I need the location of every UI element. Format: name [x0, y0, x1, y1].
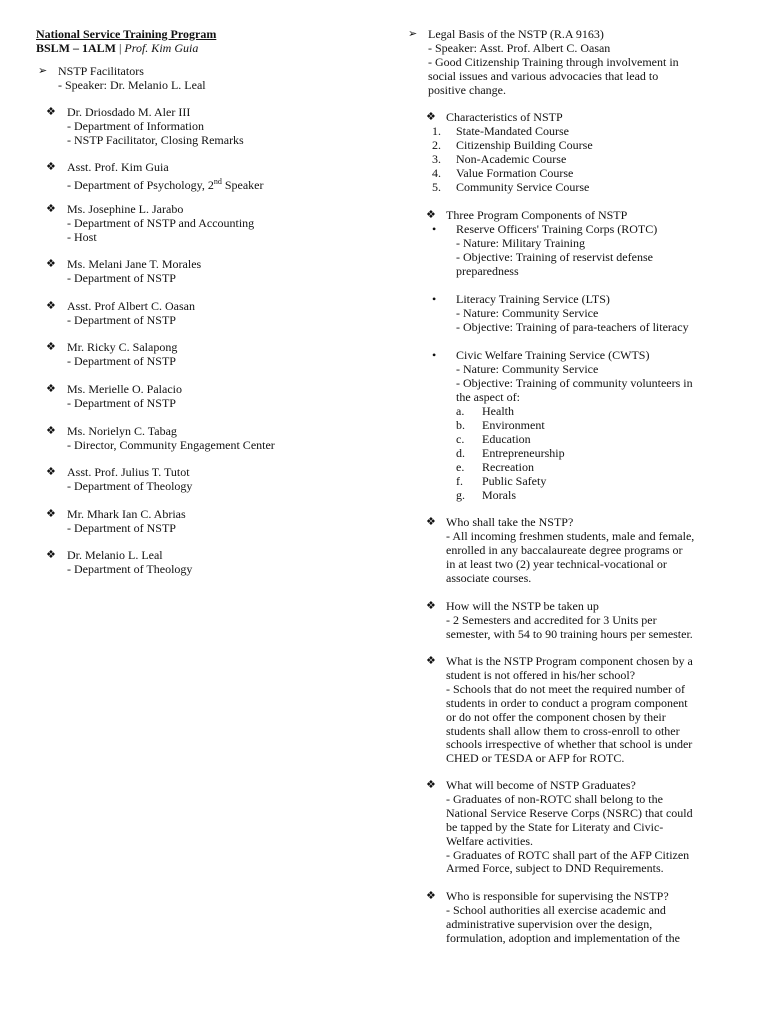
facilitator-detail: - Department of NSTP — [67, 270, 176, 285]
four-diamond-bullet-icon: ❖ — [426, 779, 436, 791]
faq-answer-line: semester, with 54 to 90 training hours per semester. — [446, 626, 693, 641]
component-detail: - Objective: Training of reservist defense — [456, 249, 653, 264]
faq-answer-line: - School authorities all exercise academic and — [446, 902, 666, 917]
aspect-item: a. Health — [456, 404, 514, 418]
component-detail: preparedness — [456, 263, 519, 278]
faq-answer-line: National Service Reserve Corps (NSRC) that could — [446, 805, 693, 820]
four-diamond-bullet-icon: ❖ — [46, 106, 56, 118]
four-diamond-bullet-icon: ❖ — [46, 161, 56, 173]
faq-answer-line: CHED or TESDA or AFP for ROTC. — [446, 751, 625, 766]
arrowhead-bullet-icon: ➢ — [38, 65, 48, 77]
faq-answer-line: - Schools that do not meet the required number of — [446, 681, 685, 696]
faq-answer-line: enrolled in any baccalaureate degree programs or — [446, 542, 683, 557]
faq-question: How will the NSTP be taken up — [446, 599, 599, 613]
four-diamond-bullet-icon: ❖ — [46, 300, 56, 312]
facilitator-detail: - Department of Information — [67, 118, 204, 133]
facilitator-name: Dr. Melanio L. Leal — [67, 548, 163, 562]
faq-answer-line: students shall allow them to cross-enroll to other — [446, 723, 680, 738]
legal-basis-line: positive change. — [428, 82, 506, 97]
facilitators-speaker: - Speaker: Dr. Melanio L. Leal — [58, 78, 206, 92]
aspect-item: g. Morals — [456, 488, 516, 502]
four-diamond-bullet-icon: ❖ — [46, 258, 56, 270]
facilitator-name: Mr. Mhark Ian C. Abrias — [67, 507, 186, 521]
facilitator-name: Ms. Melani Jane T. Morales — [67, 257, 202, 271]
facilitator-name: Ms. Merielle O. Palacio — [67, 382, 182, 396]
facilitator-detail: - Director, Community Engagement Center — [67, 437, 275, 452]
four-diamond-bullet-icon: ❖ — [426, 516, 436, 528]
four-diamond-bullet-icon: ❖ — [426, 209, 436, 221]
facilitator-detail: - Department of NSTP — [67, 312, 176, 327]
faq-answer-line: Armed Force, subject to DND Requirements. — [446, 861, 664, 876]
faq-answer-line: be tapped by the State for Literaty and Civic- — [446, 819, 664, 834]
facilitator-detail: - Department of Theology — [67, 478, 193, 493]
legal-basis-title: Legal Basis of the NSTP (R.A 9163) — [428, 27, 604, 41]
legal-basis-line: - Good Citizenship Training through involvement in — [428, 54, 679, 69]
aspect-item: e. Recreation — [456, 460, 534, 474]
four-diamond-bullet-icon: ❖ — [46, 549, 56, 561]
component-name: Reserve Officers' Training Corps (ROTC) — [456, 222, 658, 236]
four-diamond-bullet-icon: ❖ — [46, 383, 56, 395]
round-bullet-icon: • — [432, 292, 437, 306]
facilitator-detail: - Department of NSTP — [67, 395, 176, 410]
facilitator-detail: - Department of Theology — [67, 561, 193, 576]
component-detail: - Objective: Training of para-teachers of literacy — [456, 319, 689, 334]
faq-answer-line: administrative supervision over the design, — [446, 916, 653, 931]
facilitator-detail: - Department of NSTP — [67, 353, 176, 368]
facilitator-name: Asst. Prof. Kim Guia — [67, 160, 169, 174]
faq-question: What is the NSTP Program component chosen by a — [446, 654, 693, 668]
four-diamond-bullet-icon: ❖ — [46, 466, 56, 478]
component-detail: - Objective: Training of community volunteers in — [456, 375, 693, 390]
facilitator-detail: - Department of NSTP and Accounting — [67, 215, 255, 230]
faq-answer-line: schools irrespective of whether that school is under — [446, 737, 693, 752]
component-detail: the aspect of: — [456, 389, 520, 404]
facilitator-name: Asst. Prof Albert C. Oasan — [67, 299, 195, 313]
facilitator-name: Asst. Prof. Julius T. Tutot — [67, 465, 190, 479]
facilitator-name: Dr. Driosdado M. Aler III — [67, 105, 191, 119]
faq-answer-line: associate courses. — [446, 570, 532, 585]
document-title: National Service Training Program — [36, 27, 217, 41]
four-diamond-bullet-icon: ❖ — [426, 600, 436, 612]
separator: | — [116, 41, 125, 55]
faq-answer-line: - 2 Semesters and accredited for 3 Units per — [446, 612, 657, 627]
component-detail: - Nature: Military Training — [456, 235, 585, 250]
course-line — [36, 42, 198, 56]
four-diamond-bullet-icon: ❖ — [46, 425, 56, 437]
round-bullet-icon: • — [432, 222, 437, 236]
four-diamond-bullet-icon: ❖ — [46, 203, 56, 215]
faq-answer-line: - Graduates of ROTC shall part of the AFP Citizen — [446, 847, 690, 862]
facilitators-title: NSTP Facilitators — [58, 64, 144, 78]
component-name: Civic Welfare Training Service (CWTS) — [456, 348, 650, 362]
faq-answer-line: formulation, adoption and implementation of the — [446, 930, 680, 945]
professor-name: Prof. Kim Guia — [124, 41, 199, 55]
facilitator-detail: - Department of NSTP — [67, 520, 176, 535]
four-diamond-bullet-icon: ❖ — [46, 508, 56, 520]
four-diamond-bullet-icon: ❖ — [426, 111, 436, 123]
component-detail: - Nature: Community Service — [456, 361, 599, 376]
course-code: BSLM – 1ALM — [36, 41, 117, 55]
four-diamond-bullet-icon: ❖ — [46, 341, 56, 353]
round-bullet-icon: • — [432, 348, 437, 362]
characteristic-item: 4. Value Formation Course — [432, 166, 574, 180]
component-name: Literacy Training Service (LTS) — [456, 292, 610, 306]
faq-answer-line: students in order to conduct a program component — [446, 695, 688, 710]
arrowhead-bullet-icon: ➢ — [408, 28, 418, 40]
faq-question: Who shall take the NSTP? — [446, 515, 574, 529]
legal-basis-line: social issues and various advocacies that lead to — [428, 68, 659, 83]
aspect-item: c. Education — [456, 432, 531, 446]
facilitator-detail: - Department of Psychology, 2nd Speaker — [67, 176, 264, 192]
facilitator-name: Ms. Norielyn C. Tabag — [67, 424, 177, 438]
legal-basis-line: - Speaker: Asst. Prof. Albert C. Oasan — [428, 40, 611, 55]
components-title: Three Program Components of NSTP — [446, 208, 628, 222]
facilitator-detail: - Host — [67, 229, 97, 244]
faq-answer-line: student is not offered in his/her school? — [446, 667, 636, 682]
four-diamond-bullet-icon: ❖ — [426, 655, 436, 667]
facilitator-name: Ms. Josephine L. Jarabo — [67, 202, 184, 216]
faq-question: What will become of NSTP Graduates? — [446, 778, 636, 792]
facilitator-detail: - NSTP Facilitator, Closing Remarks — [67, 132, 244, 147]
facilitator-name: Mr. Ricky C. Salapong — [67, 340, 178, 354]
faq-question: Who is responsible for supervising the NSTP? — [446, 889, 669, 903]
characteristic-item: 1. State-Mandated Course — [432, 124, 569, 138]
faq-answer-line: - All incoming freshmen students, male and female, — [446, 528, 695, 543]
aspect-item: d. Entrepreneurship — [456, 446, 565, 460]
faq-answer-line: in at least two (2) year technical-vocational or — [446, 556, 667, 571]
characteristic-item: 3. Non-Academic Course — [432, 152, 567, 166]
aspect-item: b. Environment — [456, 418, 545, 432]
component-detail: - Nature: Community Service — [456, 305, 599, 320]
aspect-item: f. Public Safety — [456, 474, 547, 488]
faq-answer-line: Welfare activities. — [446, 833, 533, 848]
characteristic-item: 2. Citizenship Building Course — [432, 138, 593, 152]
four-diamond-bullet-icon: ❖ — [426, 890, 436, 902]
faq-answer-line: - Graduates of non-ROTC shall belong to the — [446, 791, 663, 806]
faq-answer-line: or do not offer the component chosen by their — [446, 709, 666, 724]
characteristic-item: 5. Community Service Course — [432, 180, 590, 194]
characteristics-title: Characteristics of NSTP — [446, 110, 563, 124]
